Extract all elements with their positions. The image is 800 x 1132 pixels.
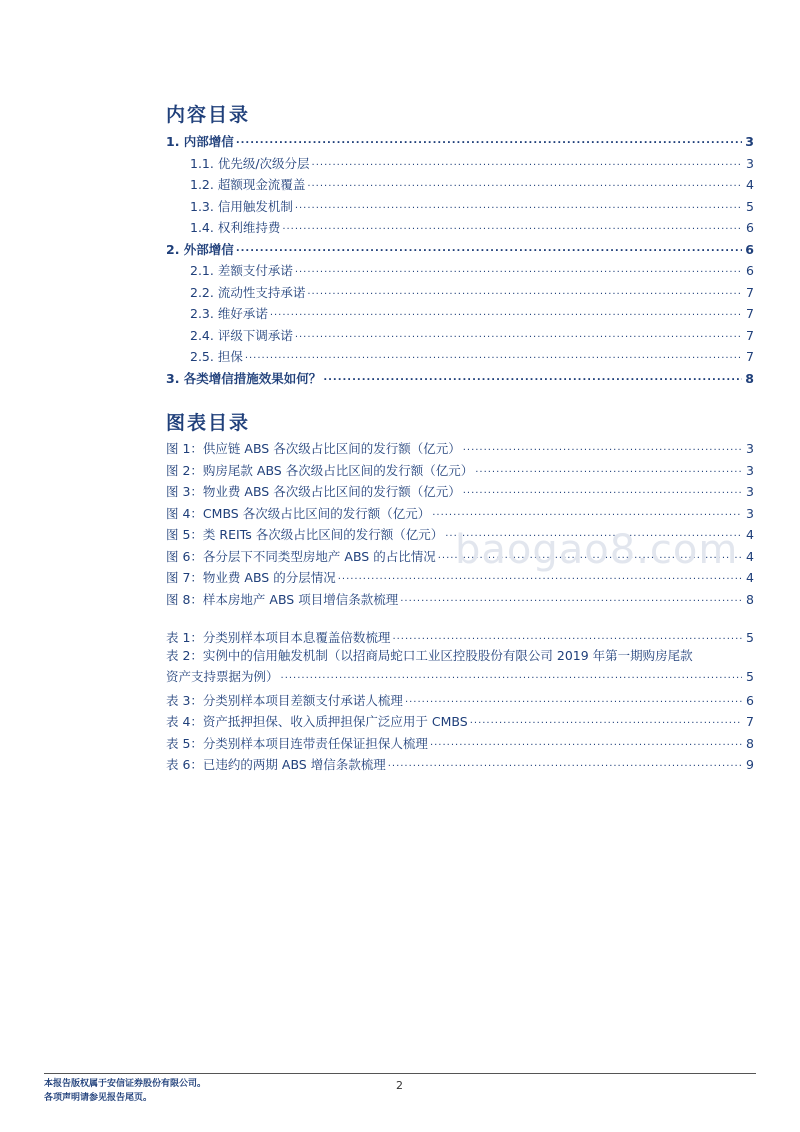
- dot-leader: [430, 737, 742, 749]
- entry-label: 图 1：供应链 ABS 各次级占比区间的发行额（亿元）: [166, 441, 461, 456]
- entry-page: 6: [746, 220, 754, 235]
- entry-label: 图 3：物业费 ABS 各次级占比区间的发行额（亿元）: [166, 484, 461, 499]
- toc-entry[interactable]: [166, 302, 754, 322]
- dot-leader: [470, 715, 742, 727]
- entry-page: 7: [746, 714, 754, 729]
- entry-page: 3: [746, 155, 754, 171]
- entry-page: 8: [746, 735, 754, 751]
- entry-label: 2.4. 评级下调承诺: [190, 327, 293, 343]
- toc-entry[interactable]: [166, 732, 754, 752]
- toc-entry[interactable]: [166, 259, 754, 279]
- entry-page: 5: [746, 668, 754, 684]
- entry-label: 3. 各类增信措施效果如何？: [166, 370, 322, 386]
- dot-leader: [245, 350, 742, 362]
- dot-leader: [475, 464, 742, 476]
- dot-leader: [307, 286, 742, 298]
- dot-leader: [388, 758, 742, 770]
- entry-page: 7: [746, 284, 754, 300]
- entry-label: 图 5：类 REITs 各次级占比区间的发行额（亿元）: [166, 527, 444, 542]
- toc-entry[interactable]: [166, 523, 754, 543]
- entry-label: 1.4. 权利维持费: [190, 220, 281, 235]
- toc-title: 内容目录: [166, 104, 251, 126]
- dot-leader: [438, 550, 742, 562]
- footer-divider: [44, 1073, 756, 1074]
- entry-page: 7: [746, 306, 754, 321]
- entry-label: 2.1. 差额支付承诺: [190, 263, 293, 278]
- entry-label: 图 6：各分层下不同类型房地产 ABS 的占比情况: [166, 548, 436, 564]
- toc-entry[interactable]: [166, 152, 754, 172]
- entry-page: 5: [746, 630, 754, 645]
- dot-leader: [295, 200, 742, 212]
- entry-label: 1.1. 优先级/次级分层: [190, 155, 310, 171]
- entry-page: 3: [746, 462, 754, 478]
- toc-entry[interactable]: [166, 710, 754, 730]
- toc-entry[interactable]: [166, 689, 754, 709]
- toc-entry[interactable]: [166, 648, 754, 685]
- toc-entry[interactable]: [166, 626, 754, 646]
- toc-entry[interactable]: [166, 502, 754, 522]
- dot-leader: [323, 372, 742, 384]
- entry-label: 表 6：已违约的两期 ABS 增信条款梳理: [166, 757, 386, 772]
- entry-label: 1.3. 信用触发机制: [190, 198, 293, 214]
- toc-entry[interactable]: [166, 437, 754, 457]
- entry-label: 1. 内部增信: [166, 134, 234, 149]
- entry-page: 4: [746, 527, 754, 542]
- entry-page: 6: [745, 241, 754, 257]
- watermark: baogao8.com: [455, 527, 739, 573]
- entry-label: 表 2：实例中的信用触发机制（以招商局蛇口工业区控股股份有限公司 2019 年第一期购房尾款: [166, 647, 693, 663]
- entry-page: 4: [746, 177, 754, 192]
- entry-label: 2. 外部增信: [166, 241, 234, 257]
- dot-leader: [295, 264, 742, 276]
- dot-leader: [281, 670, 742, 682]
- dot-leader: [236, 135, 742, 147]
- entry-label: 图 7：物业费 ABS 的分层情况: [166, 570, 336, 585]
- toc-entry[interactable]: [166, 545, 754, 565]
- footer-notice: 各项声明请参见报告尾页。: [44, 1093, 153, 1103]
- entry-page: 6: [746, 692, 754, 708]
- entry-label: 表 4：资产抵押担保、收入质押担保广泛应用于 CMBS: [166, 714, 468, 729]
- toc-entry[interactable]: [166, 480, 754, 500]
- toc-entry[interactable]: [166, 345, 754, 365]
- dot-leader: [236, 243, 742, 255]
- entry-label: 表 1：分类别样本项目本息覆盖倍数梳理: [166, 630, 391, 645]
- toc-entry[interactable]: [166, 281, 754, 301]
- toc-entry[interactable]: [166, 588, 754, 608]
- entry-label: 2.3. 维好承诺: [190, 306, 268, 321]
- dot-leader: [312, 157, 742, 169]
- toc-entry[interactable]: [166, 238, 754, 258]
- dot-leader: [392, 631, 742, 643]
- toc-entry[interactable]: [166, 459, 754, 479]
- toc-entry[interactable]: [166, 753, 754, 773]
- dot-leader: [405, 694, 742, 706]
- entry-label-continued: 资产支持票据为例）: [166, 668, 279, 684]
- footer-copyright: 本报告版权属于安信证券股份有限公司。: [44, 1079, 207, 1089]
- dot-leader: [282, 221, 742, 233]
- toc-entry[interactable]: [166, 173, 754, 193]
- dot-leader: [463, 442, 742, 454]
- toc-entry[interactable]: [166, 324, 754, 344]
- entry-page: 3: [746, 441, 754, 456]
- entry-page: 5: [746, 198, 754, 214]
- toc-entry[interactable]: [166, 367, 754, 387]
- entry-page: 4: [746, 548, 754, 564]
- entry-page: 3: [745, 134, 754, 149]
- page-number: 2: [396, 1079, 403, 1092]
- entry-page: 6: [746, 263, 754, 278]
- entry-label: 1.2. 超额现金流覆盖: [190, 177, 306, 192]
- entry-page: 7: [746, 349, 754, 364]
- toc-entry[interactable]: [166, 216, 754, 236]
- dot-leader: [338, 571, 742, 583]
- dot-leader: [270, 307, 742, 319]
- dot-leader: [400, 593, 742, 605]
- entry-page: 9: [746, 757, 754, 772]
- entry-page: 8: [745, 370, 754, 386]
- toc-entry[interactable]: [166, 130, 754, 150]
- figures-tables-title: 图表目录: [166, 412, 251, 434]
- entry-label: 2.5. 担保: [190, 349, 243, 364]
- entry-label: 图 4：CMBS 各次级占比区间的发行额（亿元）: [166, 505, 431, 521]
- entry-page: 4: [746, 570, 754, 585]
- entry-label: 图 2：购房尾款 ABS 各次级占比区间的发行额（亿元）: [166, 462, 474, 478]
- dot-leader: [307, 178, 742, 190]
- entry-page: 8: [746, 591, 754, 607]
- toc-entry[interactable]: [166, 566, 754, 586]
- dot-leader: [463, 485, 742, 497]
- entry-label: 表 5：分类别样本项目连带责任保证担保人梳理: [166, 735, 428, 751]
- dot-leader: [445, 528, 742, 540]
- dot-leader: [295, 329, 742, 341]
- dot-leader: [432, 507, 742, 519]
- entry-page: 3: [746, 484, 754, 499]
- entry-label: 2.2. 流动性支持承诺: [190, 284, 306, 300]
- entry-page: 3: [746, 505, 754, 521]
- entry-label: 表 3：分类别样本项目差额支付承诺人梳理: [166, 692, 403, 708]
- entry-label: 图 8：样本房地产 ABS 项目增信条款梳理: [166, 591, 399, 607]
- footer-disclaimer: [44, 1077, 206, 1105]
- toc-entry[interactable]: [166, 195, 754, 215]
- entry-page: 7: [746, 327, 754, 343]
